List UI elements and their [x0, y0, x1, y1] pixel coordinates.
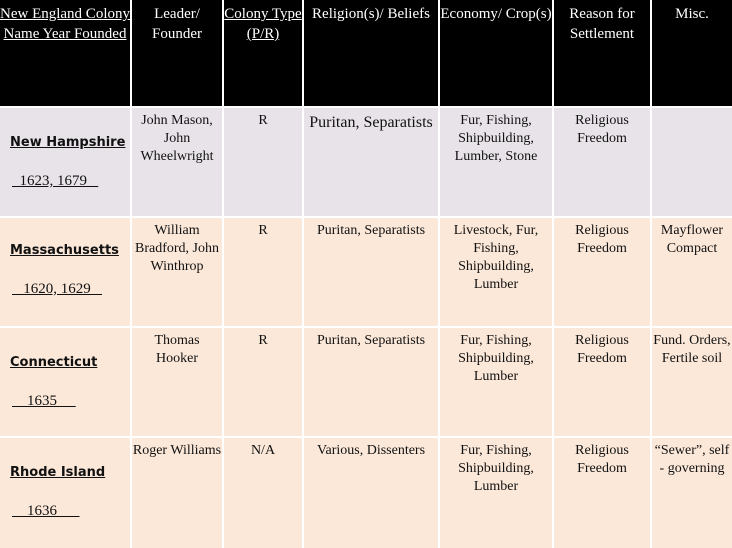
- leader-cell: Thomas Hooker: [132, 328, 222, 436]
- economy-cell: Livestock, Fur, Fishing, Shipbuilding, Lumber: [440, 218, 552, 326]
- type-cell: N/A: [224, 438, 302, 548]
- table-row-colony-cell: [0, 218, 130, 326]
- misc-cell: Fund. Orders, Fertile soil: [652, 328, 732, 436]
- religion-cell: Various, Dissenters: [304, 438, 438, 548]
- header-religion: Religion(s)/ Beliefs: [304, 0, 438, 106]
- type-cell: R: [224, 218, 302, 326]
- colony-name: Massachusetts: [10, 243, 119, 258]
- leader-cell: Roger Williams: [132, 438, 222, 548]
- religion-cell: Puritan, Separatists: [304, 328, 438, 436]
- misc-cell: [652, 108, 732, 216]
- reason-cell: Religious Freedom: [554, 108, 650, 216]
- religion-cell: Puritan, Separatists: [304, 108, 438, 216]
- reason-cell: Religious Freedom: [554, 218, 650, 326]
- economy-cell: Fur, Fishing, Shipbuilding, Lumber: [440, 328, 552, 436]
- colony-name: Connecticut: [10, 355, 98, 370]
- colony-year: 1636: [12, 503, 80, 519]
- reason-cell: Religious Freedom: [554, 328, 650, 436]
- leader-cell: William Bradford, John Winthrop: [132, 218, 222, 326]
- misc-cell: “Sewer”, self - governing: [652, 438, 732, 548]
- religion-cell: Puritan, Separatists: [304, 218, 438, 326]
- economy-cell: Fur, Fishing, Shipbuilding, Lumber, Stone: [440, 108, 552, 216]
- misc-cell: Mayflower Compact: [652, 218, 732, 326]
- reason-cell: Religious Freedom: [554, 438, 650, 548]
- header-colony-type: Colony Type (P/R): [224, 0, 302, 106]
- economy-cell: Fur, Fishing, Shipbuilding, Lumber: [440, 438, 552, 548]
- colony-name: New Hampshire: [10, 135, 126, 150]
- type-cell: R: [224, 108, 302, 216]
- colony-name: Rhode Island: [10, 465, 106, 480]
- leader-cell: John Mason, John Wheelwright: [132, 108, 222, 216]
- colony-year: 1623, 1679: [12, 173, 99, 189]
- table-row-colony-cell: [0, 108, 130, 216]
- header-colony-name: New England Colony Name Year Founded: [0, 0, 130, 106]
- table-row-colony-cell: [0, 438, 130, 548]
- header-leader: Leader/ Founder: [132, 0, 222, 106]
- header-economy: Economy/ Crop(s): [440, 0, 552, 106]
- colony-year: 1620, 1629: [12, 281, 102, 297]
- header-reason: Reason for Settlement: [554, 0, 650, 106]
- table-row-colony-cell: [0, 328, 130, 436]
- header-misc: Misc.: [652, 0, 732, 106]
- type-cell: R: [224, 328, 302, 436]
- colony-year: 1635: [12, 393, 76, 409]
